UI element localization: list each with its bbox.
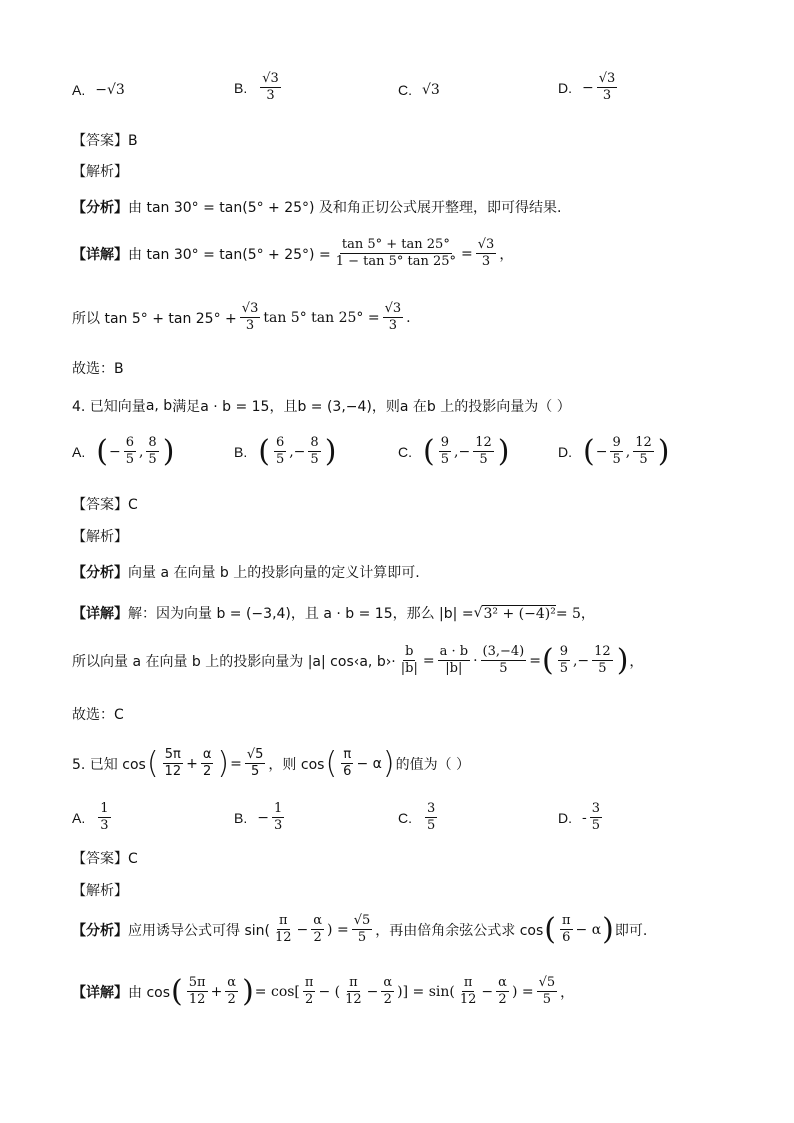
fraction-denominator: 5 [125,452,134,468]
equals: = [230,755,242,772]
option-letter: C. [398,809,412,826]
xj-fraction [381,976,394,1008]
fenxi-fraction [311,914,324,946]
sign: − [108,443,121,460]
fraction-numerator: √3 [476,238,497,254]
option-fraction [590,802,602,834]
stem-part: ，则 cos [268,756,325,773]
minus: − [296,921,309,938]
sign: − [595,443,608,460]
option-sign: − [582,79,594,96]
option-fraction [98,802,110,834]
fraction-denominator: 3 [273,818,283,834]
fenxi-text: 由 tan 30° = tan(5° + 25°) 及和角正切公式展开整理，即可得结果. [128,200,562,216]
fenxi-text: ，再由倍角余弦公式求 cos [375,922,544,939]
fraction-denominator: 2 [305,992,314,1008]
fraction-numerator: √3 [597,72,618,88]
fraction-denominator: 5 [542,992,552,1008]
unit-vector-fraction [399,645,420,677]
fraction-denominator: 2 [498,992,507,1008]
punct: ， [560,984,575,1001]
suoyi-text: 所以向量 a 在向量 b 上的投影向量为 |a| cos‹a, b›· [72,653,396,670]
fraction-denominator: 5 [598,661,607,677]
fraction-denominator: 3 [266,88,275,104]
fraction-denominator: 12 [188,992,206,1008]
stem-vectors: a, b [145,398,173,414]
stem-part: 满足 [172,399,201,415]
q4-option-b [234,433,337,469]
stem-fraction [201,748,214,780]
fraction-numerator: 6 [124,436,136,452]
paren-open: ( [258,433,270,469]
equals: ) = [327,921,349,938]
fraction-denominator: 12 [274,930,292,946]
fraction-numerator: 12 [592,645,613,661]
option-letter: C. [398,443,412,460]
fraction-numerator: b [403,645,415,661]
fraction-denominator: 5 [427,818,436,834]
q3-option-d [558,72,620,104]
paren-open: ( [325,745,338,781]
fraction-denominator: 5 [479,452,488,468]
plus: + [210,983,223,1000]
fraction-denominator: 5 [275,452,285,468]
option-fraction [260,72,281,104]
fraction-denominator: |b| [400,661,418,677]
q5-option-d [558,802,605,834]
paren-open: ( [423,433,435,469]
option-letter: D. [558,443,572,460]
option-fraction [439,436,451,468]
option-fraction [473,436,494,468]
fraction-numerator: 1 [272,802,284,818]
fraction-numerator: √5 [352,914,373,930]
fraction-denominator: 12 [345,992,362,1008]
coef-fraction [240,302,261,334]
xj-fraction [458,976,479,1008]
fraction-numerator: π [462,976,475,992]
fenxi-tag: 【分析】 [72,565,128,581]
fraction-denominator: 5 [499,661,508,677]
fenxi-text: 向量 a 在向量 b 上的投影向量的定义计算即可. [128,565,420,581]
xj-minus: − [481,983,494,1000]
fraction-numerator: tan 5° + tan 25° [340,238,452,254]
option-letter: D. [558,79,572,96]
fraction-numerator: √3 [240,302,261,318]
paren-close: ) [657,433,670,469]
option-letter: C. [398,82,412,98]
stem-fraction [341,748,353,780]
sep: ,− [289,443,306,460]
fraction-numerator: 3 [425,802,437,818]
stem-part: 4. 已知向量 [72,399,146,415]
punct: . [406,309,411,326]
paren-open: ( [171,973,183,1009]
equals: = [529,652,541,669]
q4-option-d [558,433,670,469]
fraction-denominator: 3 [100,818,109,834]
xiangjie-end: = 5， [555,606,595,622]
fenxi-fraction [352,914,373,946]
fraction-numerator: (3,−4) [481,645,527,661]
paren-close: ) [242,973,254,1009]
q5-option-a [72,802,114,834]
q3-option-c [398,82,440,98]
result-fraction [476,238,497,270]
sign: - [582,809,587,826]
fraction-denominator: 5 [591,818,601,834]
paren-close: ) [616,642,629,678]
paren-close: ) [217,745,230,781]
paren-open: ( [96,433,108,469]
minus: − α [575,921,602,938]
xj-eq: = cos[ [254,983,300,1000]
stem-fraction [245,748,266,780]
q3-choice: 故选：B [72,361,124,377]
xj-eq: ) = [511,983,534,1000]
sep: , [138,443,144,460]
fraction-denominator: 5 [559,661,568,677]
q3-xiangjie [72,238,513,270]
fenxi-tag: 【分析】 [72,200,128,216]
option-fraction [124,436,136,468]
q3-option-b [234,72,284,104]
stem-part: b = (3,−4)，则 [297,399,400,415]
q4-xiangjie [72,603,595,623]
xj-minus: − ( [318,983,341,1000]
fenxi-text: 即可. [614,922,648,939]
q3-suoyi [72,302,411,334]
option-fraction [274,436,286,468]
vector-fraction [481,645,527,677]
fraction-numerator: √3 [383,302,404,318]
xiangjie-tag: 【详解】 [72,984,128,1001]
q4-stem [72,396,571,416]
xj-fraction [303,976,316,1008]
fraction-numerator: 9 [439,436,451,452]
fraction-denominator: 6 [562,930,571,946]
stem-part: b 上的投影向量为（ ） [426,399,571,415]
xj-eq: )] = sin( [397,983,455,1000]
option-fraction [146,436,158,468]
q4-fenxi [72,562,420,582]
tan-sum-fraction [334,238,458,270]
q5-option-b [234,802,287,834]
option-letter: B. [234,79,248,96]
fraction-denominator: 5 [357,930,367,946]
dot: · [473,652,478,669]
paren-close: ) [162,433,175,469]
stem-part: a 在 [399,399,427,415]
xj-fraction [537,976,558,1008]
q5-stem [72,745,471,781]
result-fraction [592,645,613,677]
fraction-numerator: α [225,976,238,992]
result-fraction [558,645,570,677]
q5-fenxi [72,911,648,947]
paren-open: ( [541,642,554,678]
q5-xiangjie [72,973,575,1009]
option-letter: D. [558,809,572,826]
fenxi-fraction [560,914,573,946]
fraction-numerator: 12 [633,436,654,452]
option-letter: A. [72,443,86,460]
sep: ,− [572,652,590,669]
fenxi-tag: 【分析】 [72,922,128,939]
paren-close: ) [324,433,337,469]
fraction-numerator: 5π [163,748,183,764]
fraction-denominator: 5 [251,764,260,780]
q5-answer: 【答案】C [72,851,138,867]
fraction-numerator: 3 [590,802,602,818]
option-fraction [597,72,618,104]
fraction-denominator: 5 [440,452,449,468]
fraction-denominator: 5 [612,452,621,468]
fraction-numerator: 9 [610,436,622,452]
xiangjie-tag: 【详解】 [72,606,128,622]
option-expr: −√3 [95,82,125,98]
fraction-numerator: π [303,976,316,992]
xiangjie-tag: 【详解】 [72,246,128,263]
option-letter: B. [234,443,248,460]
fraction-denominator: |b| [445,661,463,677]
fraction-numerator: α [496,976,509,992]
paren-open: ( [544,911,556,947]
option-fraction [425,802,437,834]
fraction-denominator: 2 [227,992,236,1008]
fraction-denominator: 5 [310,452,319,468]
q4-analysis-label: 【解析】 [72,529,128,545]
q5-option-c [398,802,440,834]
punct: ， [629,653,644,670]
stem-part: a · b = 15，且 [200,399,298,415]
option-letter: A. [72,82,86,98]
option-letter: B. [234,809,248,826]
fraction-numerator: 1 [98,802,110,818]
fraction-numerator: √5 [245,748,266,764]
fraction-numerator: π [277,914,290,930]
stem-part: 的值为（ ） [395,756,471,773]
paren-close: ) [497,433,510,469]
fraction-numerator: √3 [260,72,281,88]
paren-close: ) [382,745,395,781]
fenxi-text: 应用诱导公式可得 sin( [128,922,270,939]
fraction-denominator: 3 [602,88,612,104]
fraction-denominator: 3 [388,318,397,334]
option-fraction [610,436,622,468]
dot-fraction [438,645,470,677]
fraction-numerator: 5π [187,976,208,992]
punct: ， [499,246,514,263]
q4-answer: 【答案】C [72,497,138,513]
fraction-denominator: 12 [164,764,182,780]
q4-suoyi [72,642,644,678]
q3-answer: 【答案】B [72,133,138,149]
q3-analysis-label: 【解析】 [72,164,128,180]
fraction-numerator: π [347,976,360,992]
xj-fraction [343,976,364,1008]
option-fraction [272,802,284,834]
stem-part: 5. 已知 cos [72,756,146,773]
stem-fraction [163,748,184,780]
equals: = [461,245,473,262]
fraction-numerator: 9 [558,645,570,661]
fraction-numerator: 8 [308,436,320,452]
sep: ,− [454,443,471,460]
suoyi-text: 所以 tan 5° + tan 25° + [72,310,237,327]
fraction-numerator: √5 [537,976,558,992]
sep: , [625,443,631,460]
paren-open: ( [583,433,595,469]
fraction-denominator: 6 [343,764,352,780]
xiangjie-text: 由 cos [128,984,171,1001]
xj-minus: − [366,983,379,1000]
fraction-numerator: 12 [473,436,494,452]
xiangjie-text: 解：因为向量 b = (−3,4)，且 a · b = 15，那么 |b| = [128,606,474,622]
q3-fenxi [72,197,561,217]
sign: − [257,809,269,826]
option-fraction [633,436,654,468]
option-fraction [308,436,320,468]
fenxi-fraction [273,914,294,946]
equals: = [422,652,435,669]
minus: − α [356,755,382,772]
fraction-numerator: α [381,976,394,992]
fraction-denominator: 2 [383,992,392,1008]
fraction-numerator: π [560,914,573,930]
xj-fraction [187,976,208,1008]
fraction-numerator: 6 [274,436,286,452]
q4-option-c [398,433,510,469]
fraction-denominator: 2 [313,930,322,946]
fraction-denominator: 1 − tan 5° tan 25° [335,254,457,270]
fraction-denominator: 3 [245,318,255,334]
q5-analysis-label: 【解析】 [72,883,128,899]
fraction-denominator: 12 [459,992,477,1008]
paren-open: ( [146,745,159,781]
plus: + [186,755,198,772]
sqrt-sign: √ [473,605,483,621]
suoyi-mid: tan 5° tan 25° = [263,309,380,326]
fraction-numerator: 8 [146,436,158,452]
paren-close: ) [602,911,614,947]
fraction-numerator: α [311,914,324,930]
option-expr: √3 [422,82,440,98]
xiangjie-text: 由 tan 30° = tan(5° + 25°) = [128,246,331,263]
option-letter: A. [72,809,86,826]
fraction-denominator: 2 [202,764,212,780]
xj-fraction [225,976,238,1008]
fraction-numerator: α [201,748,214,764]
fraction-denominator: 5 [148,452,157,468]
q4-option-a [72,433,175,469]
fraction-denominator: 3 [481,254,491,270]
result-fraction [383,302,404,334]
fraction-numerator: a · b [438,645,470,661]
fraction-denominator: 5 [639,452,648,468]
sqrt-body: 3² + (−4)² [483,605,556,622]
q4-choice: 故选：C [72,707,124,723]
xj-fraction [496,976,509,1008]
fraction-numerator: π [341,748,353,764]
q3-option-a [72,82,125,98]
